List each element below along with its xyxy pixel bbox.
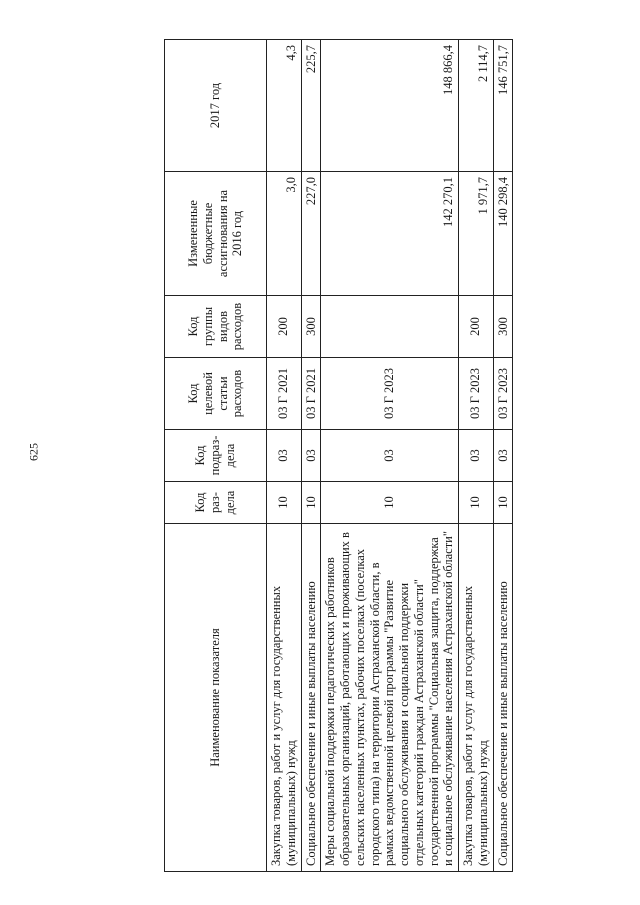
cell-subsection: 03	[301, 430, 321, 482]
cell-target: 03 Г 2023	[321, 358, 459, 430]
cell-target: 03 Г 2021	[301, 358, 321, 430]
header-section: Код раз-дела	[165, 482, 267, 524]
table-row	[321, 40, 459, 872]
header-group: Код группы видов расходов	[165, 296, 267, 358]
cell-changed: 227,0	[301, 172, 321, 296]
cell-group: 200	[267, 296, 302, 358]
table-row	[267, 40, 302, 872]
cell-2017: 2 114,7	[459, 40, 494, 172]
cell-target: 03 Г 2023	[459, 358, 494, 430]
cell-name: Закупка товаров, работ и услуг для государственных (муниципальных) нужд	[459, 524, 494, 872]
table-row	[459, 40, 494, 872]
cell-target: 03 Г 2023	[493, 358, 513, 430]
cell-subsection: 03	[459, 430, 494, 482]
cell-changed: 1 971,7	[459, 172, 494, 296]
cell-subsection: 03	[321, 430, 459, 482]
page-number: 625	[26, 443, 41, 461]
budget-table-container	[164, 40, 510, 872]
cell-name: Социальное обеспечение и иные выплаты населению	[493, 524, 513, 872]
cell-2017: 4,3	[267, 40, 302, 172]
cell-section: 10	[493, 482, 513, 524]
cell-name: Социальное обеспечение и иные выплаты населению	[301, 524, 321, 872]
cell-changed: 142 270,1	[321, 172, 459, 296]
cell-2017: 146 751,7	[493, 40, 513, 172]
header-subsection: Код подраз-дела	[165, 430, 267, 482]
cell-subsection: 03	[267, 430, 302, 482]
header-changed: Измененные бюджетные ассигнования на 2016 год	[165, 172, 267, 296]
table-row	[301, 40, 321, 872]
table-row	[493, 40, 513, 872]
cell-group: 300	[493, 296, 513, 358]
header-2017: 2017 год	[165, 40, 267, 172]
table-header-row	[165, 40, 267, 872]
cell-subsection: 03	[493, 430, 513, 482]
cell-group: 300	[301, 296, 321, 358]
cell-section: 10	[321, 482, 459, 524]
cell-group: 200	[459, 296, 494, 358]
cell-group	[321, 296, 459, 358]
cell-name: Меры социальной поддержки педагогических работников образовательных организаций, работающих и проживающих в сельских населенных пунктах, рабочих поселках (поселках городского типа) на территории Астраханской области, в рамках ведомственной целевой программы "Развитие социального обслуживания и социальной поддержки отдельных категорий граждан Астраханской области" государственной программы "Социальная защита, поддержка и социальное обслуживание населения Астраханской области"	[321, 524, 459, 872]
cell-section: 10	[267, 482, 302, 524]
cell-section: 10	[459, 482, 494, 524]
cell-changed: 140 298,4	[493, 172, 513, 296]
header-name: Наименование показателя	[165, 524, 267, 872]
cell-2017: 148 866,4	[321, 40, 459, 172]
budget-table	[164, 39, 513, 872]
cell-changed: 3,0	[267, 172, 302, 296]
header-target: Код целевой статьи расходов	[165, 358, 267, 430]
cell-section: 10	[301, 482, 321, 524]
cell-name: Закупка товаров, работ и услуг для государственных (муниципальных) нужд	[267, 524, 302, 872]
cell-target: 03 Г 2021	[267, 358, 302, 430]
cell-2017: 225,7	[301, 40, 321, 172]
